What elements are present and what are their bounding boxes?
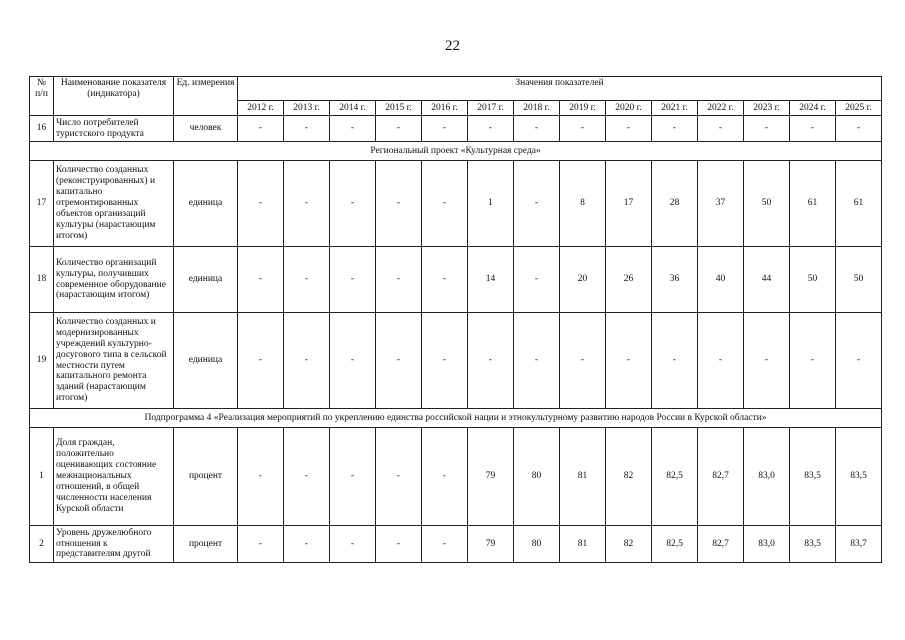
indicator-value: - — [376, 116, 422, 142]
indicator-value: - — [422, 116, 468, 142]
header-values-group: Значения показателей — [238, 77, 882, 101]
indicator-value: - — [790, 313, 836, 409]
indicator-value: 82,5 — [652, 526, 698, 563]
indicator-value: 44 — [744, 247, 790, 313]
indicator-value: - — [606, 116, 652, 142]
indicator-value: 1 — [468, 161, 514, 247]
indicator-value: 83,0 — [744, 526, 790, 563]
indicator-value: 83,5 — [836, 428, 882, 526]
indicator-value: 80 — [514, 428, 560, 526]
indicator-name: Количество созданных (реконструированных) и капитально отремонтированных объектов организаций культуры (нарастающим итогом) — [54, 161, 174, 247]
indicator-value: - — [238, 313, 284, 409]
indicator-value: - — [238, 247, 284, 313]
indicator-value: 82,7 — [698, 526, 744, 563]
table-row — [30, 161, 882, 247]
section-title: Подпрограмма 4 «Реализация мероприятий по укреплению единства российской нации и этнокультурному развитию народов России в Курской области» — [30, 409, 882, 428]
indicator-value: - — [652, 116, 698, 142]
indicator-value: - — [238, 161, 284, 247]
header-year: 2017 г. — [468, 101, 514, 116]
header-year: 2018 г. — [514, 101, 560, 116]
indicator-value: 83,7 — [836, 526, 882, 563]
indicator-value: - — [652, 313, 698, 409]
indicator-value: 14 — [468, 247, 514, 313]
indicator-value: - — [376, 161, 422, 247]
indicator-value: - — [698, 116, 744, 142]
indicator-unit: процент — [174, 428, 238, 526]
indicator-value: - — [238, 428, 284, 526]
indicator-value: 79 — [468, 428, 514, 526]
indicator-value: - — [330, 313, 376, 409]
header-year: 2025 г. — [836, 101, 882, 116]
indicator-value: - — [422, 526, 468, 563]
indicator-value: - — [284, 247, 330, 313]
indicator-value: - — [284, 116, 330, 142]
indicator-value: - — [376, 526, 422, 563]
indicator-value: 37 — [698, 161, 744, 247]
table-row — [30, 526, 882, 563]
row-number: 16 — [30, 116, 54, 142]
indicator-value: 81 — [560, 526, 606, 563]
indicator-value: 17 — [606, 161, 652, 247]
indicator-value: - — [514, 161, 560, 247]
indicator-value: 20 — [560, 247, 606, 313]
indicator-value: 83,5 — [790, 526, 836, 563]
indicator-value: - — [330, 526, 376, 563]
indicator-value: 83,5 — [790, 428, 836, 526]
indicator-value: 61 — [790, 161, 836, 247]
section-title: Региональный проект «Культурная среда» — [30, 142, 882, 161]
header-name: Наименование показателя (индикатора) — [54, 77, 174, 116]
row-number: 17 — [30, 161, 54, 247]
indicator-value: 82,5 — [652, 428, 698, 526]
indicator-value: - — [560, 116, 606, 142]
indicator-value: - — [468, 313, 514, 409]
indicator-name: Доля граждан, положительно оценивающих состояние межнациональных отношений, в общей численности населения Курской области — [54, 428, 174, 526]
indicator-value: - — [376, 247, 422, 313]
header-year: 2024 г. — [790, 101, 836, 116]
header-year: 2013 г. — [284, 101, 330, 116]
indicator-value: 50 — [790, 247, 836, 313]
indicator-value: - — [698, 313, 744, 409]
indicator-value: - — [422, 161, 468, 247]
indicator-value: - — [376, 313, 422, 409]
indicator-value: - — [514, 247, 560, 313]
indicator-value: - — [836, 313, 882, 409]
indicator-value: 40 — [698, 247, 744, 313]
indicator-value: 82 — [606, 526, 652, 563]
header-year: 2016 г. — [422, 101, 468, 116]
indicator-value: - — [836, 116, 882, 142]
header-year: 2020 г. — [606, 101, 652, 116]
indicator-unit: процент — [174, 526, 238, 563]
indicator-value: - — [376, 428, 422, 526]
indicator-name: Количество созданных и модернизированных учреждений культурно-досугового типа в сельской местности путем капитального ремонта зданий (нарастающим итогом) — [54, 313, 174, 409]
table-row — [30, 313, 882, 409]
indicator-value: - — [284, 161, 330, 247]
page-number: 22 — [445, 38, 460, 54]
indicator-unit: единица — [174, 247, 238, 313]
indicator-value: - — [422, 247, 468, 313]
indicator-value: 8 — [560, 161, 606, 247]
indicator-value: - — [744, 313, 790, 409]
indicator-value: - — [422, 428, 468, 526]
table-row — [30, 116, 882, 142]
indicator-value: - — [514, 313, 560, 409]
header-year: 2012 г. — [238, 101, 284, 116]
header-num: № п/п — [30, 77, 54, 116]
row-number: 19 — [30, 313, 54, 409]
header-year: 2015 г. — [376, 101, 422, 116]
indicator-unit: единица — [174, 313, 238, 409]
indicator-unit: человек — [174, 116, 238, 142]
indicator-value: - — [238, 526, 284, 563]
indicator-value: 28 — [652, 161, 698, 247]
indicator-value: - — [422, 313, 468, 409]
header-year: 2014 г. — [330, 101, 376, 116]
indicator-value: - — [238, 116, 284, 142]
header-unit: Ед. измерения — [174, 77, 238, 116]
indicator-name: Количество организаций культуры, получивших современное оборудование (нарастающим итогом) — [54, 247, 174, 313]
indicator-value: 83,0 — [744, 428, 790, 526]
indicator-value: 36 — [652, 247, 698, 313]
indicator-value: - — [744, 116, 790, 142]
indicator-value: 50 — [836, 247, 882, 313]
header-year: 2023 г. — [744, 101, 790, 116]
section-row — [30, 409, 882, 428]
header-year: 2022 г. — [698, 101, 744, 116]
indicator-value: - — [330, 161, 376, 247]
indicator-value: 61 — [836, 161, 882, 247]
header-year: 2019 г. — [560, 101, 606, 116]
indicator-value: 82 — [606, 428, 652, 526]
indicator-value: - — [468, 116, 514, 142]
indicator-name: Число потребителей туристского продукта — [54, 116, 174, 142]
indicator-unit: единица — [174, 161, 238, 247]
indicator-value: - — [606, 313, 652, 409]
table-row — [30, 247, 882, 313]
indicator-name: Уровень дружелюбного отношения к представителям другой — [54, 526, 174, 563]
indicator-value: - — [514, 116, 560, 142]
section-row — [30, 142, 882, 161]
indicator-value: 80 — [514, 526, 560, 563]
row-number: 2 — [30, 526, 54, 563]
indicator-value: 81 — [560, 428, 606, 526]
indicator-value: - — [284, 526, 330, 563]
indicator-value: 82,7 — [698, 428, 744, 526]
indicator-value: - — [284, 428, 330, 526]
row-number: 18 — [30, 247, 54, 313]
indicator-value: - — [330, 247, 376, 313]
row-number: 1 — [30, 428, 54, 526]
indicator-value: - — [790, 116, 836, 142]
indicator-value: - — [284, 313, 330, 409]
table-row — [30, 428, 882, 526]
indicator-value: - — [330, 428, 376, 526]
indicator-value: 26 — [606, 247, 652, 313]
header-year: 2021 г. — [652, 101, 698, 116]
indicator-value: - — [560, 313, 606, 409]
indicators-table — [29, 76, 882, 563]
indicator-value: - — [330, 116, 376, 142]
indicator-value: 50 — [744, 161, 790, 247]
indicator-value: 79 — [468, 526, 514, 563]
